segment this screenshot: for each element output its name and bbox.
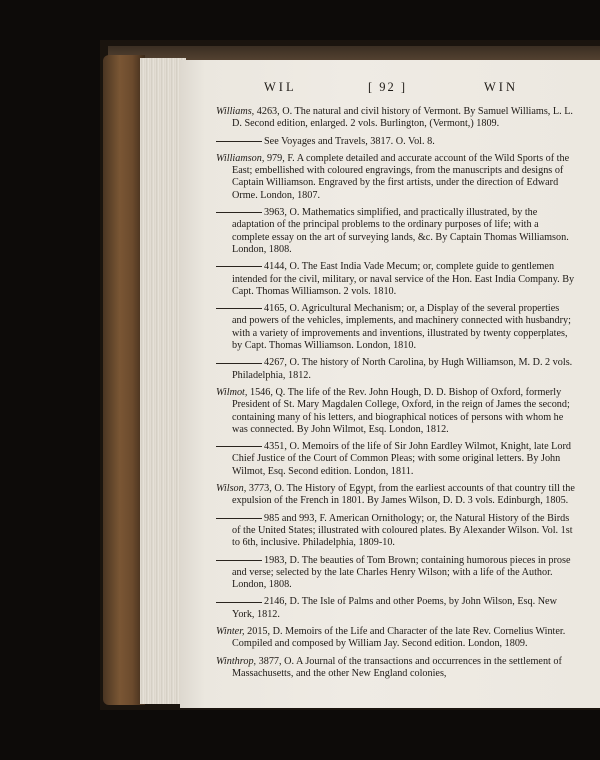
entry-text: 4165, O. Agricultural Mechanism; or, a Display of the several properties and powers of the vehicles, implements, and machinery connected with husbandry; with a variety of improvements and inventions, illustrated by twenty copperplates, by Capt. Thomas Williamson. London, 1810. (232, 303, 571, 352)
entry-text: 1546, Q. The life of the Rev. John Hough, D. D. Bishop of Oxford, formerly President of St. Mary Magdalen College, Oxford, in the reign of James the second; containing many of his letters, and biographical notices of persons with whom he was connected. By John Wilmot, Esq. London, 1812. (232, 386, 570, 435)
catalog-entry (216, 261, 576, 298)
catalog-entry (216, 441, 576, 478)
header-right: WIN (484, 80, 518, 94)
book-spine (103, 55, 145, 705)
catalog-entry (216, 357, 576, 382)
entry-text: 3773, O. The History of Egypt, from the earliest accounts of that country till the expulsion of the French in 1801. By James Wilson, D. D. 3 vols. Edinburgh, 1805. (232, 483, 575, 507)
entry-text: 2015, D. Memoirs of the Life and Character of the late Rev. Cornelius Winter. Compiled and composed by William Jay. Second edition. London, 1809. (232, 625, 566, 650)
ditto-rule (216, 308, 262, 309)
entry-text: 1983, D. The beauties of Tom Brown; containing humorous pieces in prose and verse; selected by the late Charles Henry Wilson; with a life of the Author. London, 1808. (232, 554, 571, 591)
entry-text: 3877, O. A Journal of the transactions and occurrences in the settlement of Massachusetts, and the other New England colonies, (232, 655, 562, 679)
ditto-rule (216, 212, 262, 213)
page-number: [ 92 ] (368, 80, 408, 94)
entry-text: 979, F. A complete detailed and accurate account of the Wild Sports of the East; embellished with coloured engravings, from the manuscripts and designs of Captain Williamson. Engraved by the first artists, under the direction of Edward Orme. London, 1807. (232, 152, 570, 201)
entry-author: Wilson, (216, 483, 247, 495)
header-left: WIL (264, 80, 297, 94)
catalog-entry (216, 513, 576, 550)
catalog-entry (216, 136, 576, 148)
catalog-entry (216, 555, 576, 592)
catalog-entry (216, 483, 576, 508)
catalog-entry (216, 596, 576, 621)
entry-author: Williams, (216, 106, 255, 117)
ditto-rule (216, 446, 262, 447)
catalog-entry (216, 106, 576, 131)
entry-text: 4144, O. The East India Vade Mecum; or, complete guide to gentlemen intended for the civil, military, or naval service of the Hon. East India Company. By Capt. Thomas Williamson. 2 vols. 1810. (232, 261, 575, 297)
entry-author: Winter, (216, 625, 245, 637)
entry-text: 4267, O. The history of North Carolina, by Hugh Williamson, M. D. 2 vols. Philadelphia, 1812. (232, 357, 573, 381)
catalog-entry (216, 626, 576, 651)
entry-text: 4263, O. The natural and civil history of Vermont. By Samuel Williams, L. L. D. Second edition, enlarged. 2 vols. Burlington, (Vermont,) 1809. (232, 106, 573, 130)
ditto-rule (216, 363, 262, 364)
entry-author: Wilmot, (216, 386, 248, 398)
ditto-rule (216, 602, 262, 603)
entry-author: Winthrop, (216, 655, 257, 667)
catalog-entry (216, 387, 576, 436)
catalog-entries (216, 106, 576, 685)
catalog-entry (216, 207, 576, 256)
catalog-entry (216, 303, 576, 352)
entry-text: 985 and 993, F. American Ornithology; or, the Natural History of the Birds of the United States; illustrated with coloured plates. By Alexander Wilson. Vol. 1st to 6th, inclusive. Philadelphia, 1809-10. (232, 512, 573, 549)
ditto-rule (216, 560, 262, 561)
entry-text: 3963, O. Mathematics simplified, and practically illustrated, by the adaptation of the principal problems to the ordinary purposes of life; with a complete essay on the art of surveying lands, &c. By Captain Thomas Williamson. London, 1808. (232, 207, 569, 255)
catalog-entry (216, 153, 576, 202)
ditto-rule (216, 518, 262, 519)
ditto-rule (216, 266, 262, 267)
book-page (180, 60, 600, 708)
entry-text: 4351, O. Memoirs of the life of Sir John Eardley Wilmot, Knight, late Lord Chief Justice of the Court of Common Pleas; with some original letters. By John Wilmot, Esq. Second edition. London, 1811. (232, 441, 571, 477)
running-header (180, 80, 580, 100)
entry-text: 2146, D. The Isle of Palms and other Poems, by John Wilson, Esq. New York, 1812. (232, 596, 557, 620)
entry-author: Williamson, (216, 152, 265, 164)
entry-text: See Voyages and Travels, 3817. O. Vol. 8. (264, 135, 435, 147)
ditto-rule (216, 141, 262, 142)
catalog-entry (216, 656, 576, 681)
